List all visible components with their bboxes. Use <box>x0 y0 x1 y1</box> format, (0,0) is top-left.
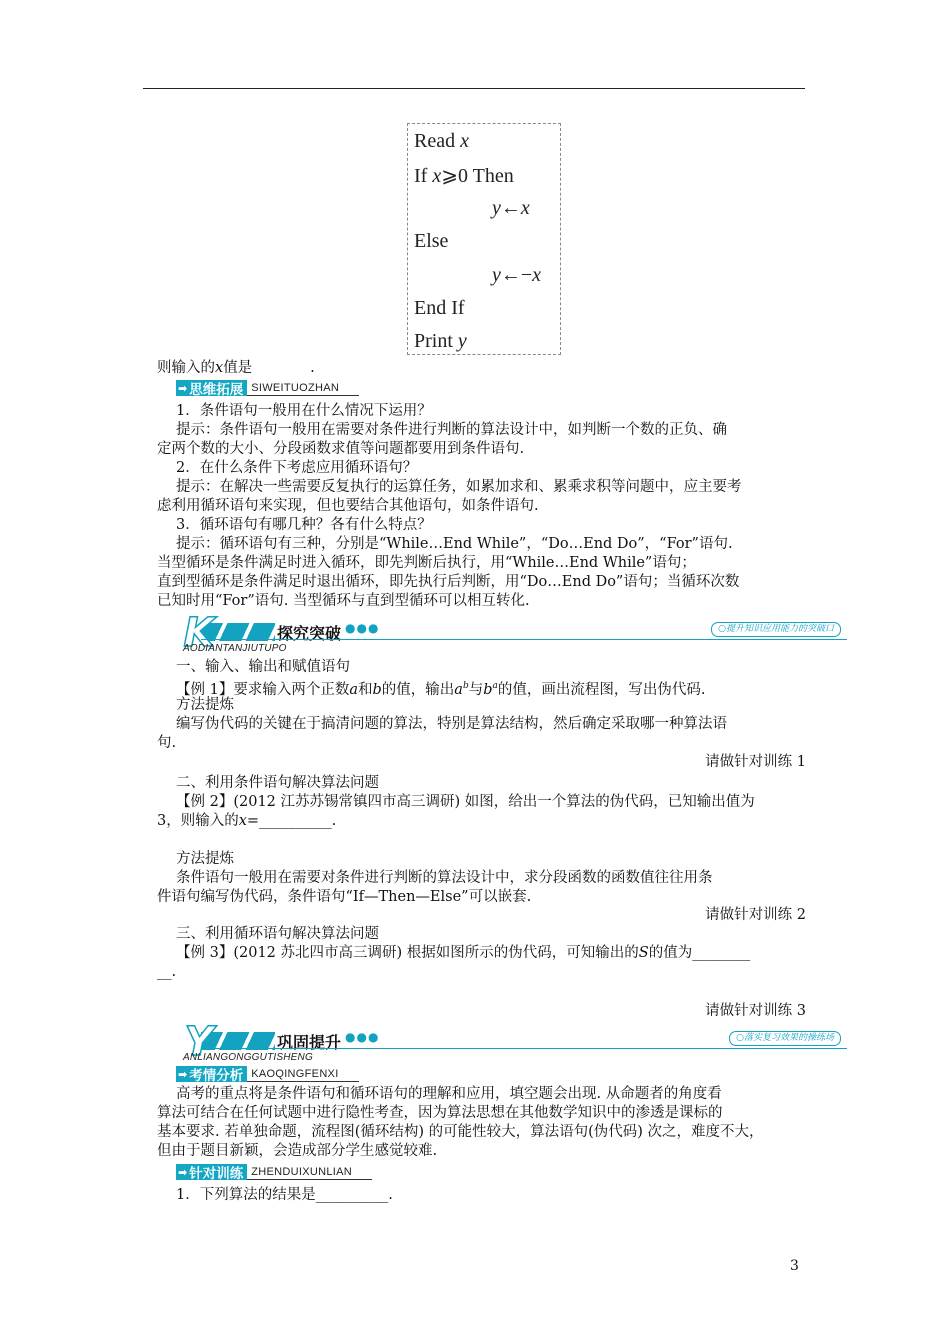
banner-slogan: ○提升知识应用能力的突破口 <box>711 622 841 637</box>
zhendui-tag <box>176 1160 372 1180</box>
s2-method-line2: 件语句编写伪代码，条件语句“If—Then—Else”可以嵌套. <box>157 889 532 905</box>
banner-slogan: ○落实复习效果的操练场 <box>729 1031 841 1046</box>
kaoqing-tag <box>176 1062 359 1082</box>
siwei-q2: 2．在什么条件下考虑应用循环语句？ <box>176 460 418 476</box>
siwei-a1-line1: 提示：条件语句一般用在需要对条件进行判断的算法设计中，如判断一个数的正负、确 <box>176 422 727 438</box>
s2-training-link[interactable]: 请做针对训练 2 <box>705 907 806 923</box>
code-line-read: Read x <box>414 130 469 152</box>
banner-line <box>201 639 847 640</box>
code-line-endif: End If <box>414 297 465 319</box>
s3-training-link[interactable]: 请做针对训练 3 <box>705 1003 806 1019</box>
s3-example-line2: __. <box>157 964 177 980</box>
siwei-q1: 1．条件语句一般用在什么情况下运用？ <box>176 403 432 419</box>
banner-letter: Y <box>184 1019 214 1065</box>
s3-example-line1: 【例 3】(2012 苏北四市高三调研) 根据如图所示的伪代码，可知输出的S的值为________ <box>176 945 751 961</box>
header-rule <box>143 88 805 89</box>
siwei-a3-line4: 已知时用“For”语句. 当型循环与直到型循环可以相互转化. <box>157 593 530 609</box>
banner-dots: ●●● <box>345 1030 380 1044</box>
gonggu-banner <box>177 1019 847 1067</box>
siwei-a1-line2: 定两个数的大小、分段函数求值等问题都要用到条件语句. <box>157 441 525 457</box>
kaoqing-line1: 高考的重点将是条件语句和循环语句的理解和应用，填空题会出现. 从命题者的角度看 <box>176 1086 722 1102</box>
s3-heading: 三、利用循环语句解决算法问题 <box>176 926 379 942</box>
s1-method-line1: 编写伪代码的关键在于搞清问题的算法，特别是算法结构，然后确定采取哪一种算法语 <box>176 716 727 732</box>
s1-training-link[interactable]: 请做针对训练 1 <box>705 754 806 770</box>
kaoqing-pinyin: KAOQINGFENXI <box>247 1068 358 1082</box>
siwei-tag <box>176 376 359 396</box>
kaoqing-line3: 基本要求. 若单独命题，流程图(循环结构) 的可能性较大，算法语句(伪代码) 次之，难度不大， <box>157 1124 764 1140</box>
banner-pinyin: ANLIANGONGGUTISHENG <box>183 1052 313 1063</box>
zhendui-q1: 1．下列算法的结果是__________. <box>176 1187 393 1203</box>
arrow-icon: ➡ <box>178 381 188 395</box>
zhendui-label: ➡ 针对训练 <box>176 1164 247 1180</box>
banner-line <box>201 1048 847 1049</box>
code-line-else: Else <box>414 230 449 252</box>
s1-heading: 一、输入、输出和赋值语句 <box>176 659 350 675</box>
siwei-a3-line1: 提示：循环语句有三种，分别是“While…End While”，“Do…End Do”，“For”语句. <box>176 536 733 552</box>
kaoqing-line4: 但由于题目新颖，会造成部分学生感觉较难. <box>157 1143 438 1159</box>
tanjiu-banner <box>177 610 847 658</box>
s2-heading: 二、利用条件语句解决算法问题 <box>176 775 379 791</box>
siwei-a3-line3: 直到型循环是条件满足时退出循环，即先执行后判断，用“Do…End Do”语句；当循环次数 <box>157 574 740 590</box>
banner-dots: ●●● <box>345 621 380 635</box>
s1-example: 【例 1】要求输入两个正数a和b的值，输出$a^b$与$b^a$的值，画出流程图，写出伪代码. <box>176 681 706 698</box>
s2-example-line2: 3，则输入的x=__________. <box>157 813 337 829</box>
s1-method-title: 方法提炼 <box>176 697 234 713</box>
code-line-assign-2: y←−x <box>492 264 542 286</box>
banner-pinyin: AODIANTANJIUTUPO <box>183 643 287 654</box>
siwei-q3: 3．循环语句有哪几种？各有什么特点？ <box>176 517 432 533</box>
s2-method-title: 方法提炼 <box>176 851 234 867</box>
pseudocode-box <box>407 123 561 355</box>
kaoqing-line2: 算法可结合在任何试题中进行隐性考查，因为算法思想在其他数学知识中的渗透是课标的 <box>157 1105 723 1121</box>
code-line-if: If x⩾0 Then <box>414 165 514 187</box>
banner-title: 探究突破 <box>277 624 342 643</box>
code-line-print: Print y <box>414 330 467 352</box>
siwei-label: ➡ 思维拓展 <box>176 380 247 396</box>
zhendui-pinyin: ZHENDUIXUNLIAN <box>247 1166 372 1180</box>
siwei-pinyin: SIWEITUOZHAN <box>247 382 359 396</box>
siwei-a2-line1: 提示：在解决一些需要反复执行的运算任务，如累加求和、累乘求积等问题中，应主要考 <box>176 479 742 495</box>
question-input-x: 则输入的x值是 . <box>157 360 315 376</box>
s2-method-line1: 条件语句一般用在需要对条件进行判断的算法设计中，求分段函数的函数值往往用条 <box>176 870 713 886</box>
s1-method-line2: 句. <box>157 735 177 751</box>
banner-letter: K <box>183 610 215 656</box>
banner-title: 巩固提升 <box>277 1033 342 1052</box>
arrow-icon: ➡ <box>178 1067 188 1081</box>
s2-example-line1: 【例 2】(2012 江苏苏锡常镇四市高三调研) 如图，给出一个算法的伪代码，已知输出值为 <box>176 794 755 810</box>
code-line-assign-1: y←x <box>492 197 530 219</box>
page-number: 3 <box>790 1258 799 1274</box>
kaoqing-label: ➡ 考情分析 <box>176 1066 247 1082</box>
siwei-a2-line2: 虑利用循环语句来实现，但也要结合其他语句，如条件语句. <box>157 498 539 514</box>
siwei-a3-line2: 当型循环是条件满足时进入循环，即先判断后执行，用“While…End While”语句； <box>157 555 696 571</box>
arrow-icon: ➡ <box>178 1165 188 1179</box>
